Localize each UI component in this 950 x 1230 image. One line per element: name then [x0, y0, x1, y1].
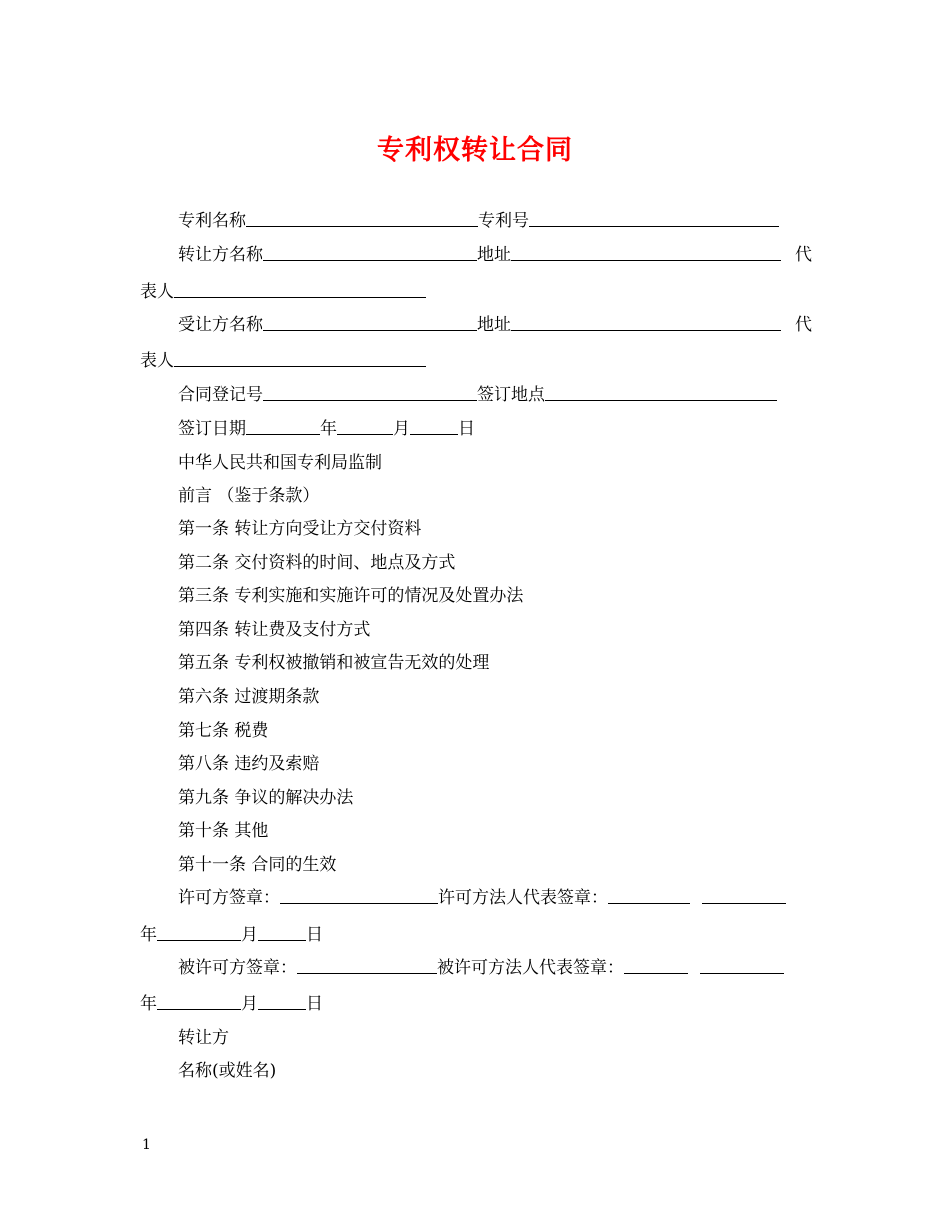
assignor-address-blank[interactable] — [511, 244, 781, 261]
licensor-rep-seal-label: 许可方法人代表签章： — [438, 888, 608, 908]
assignor-address-label: 地址 — [477, 245, 511, 265]
licensor-day-blank[interactable] — [258, 924, 306, 941]
assignor-rep-line — [140, 281, 812, 303]
year-label: 年 — [140, 925, 157, 945]
article-1: 第一条 转让方向受让方交付资料 — [178, 519, 422, 539]
sign-date-label: 签订日期 — [178, 419, 246, 439]
article-10: 第十条 其他 — [178, 821, 269, 841]
preface: 前言 （鉴于条款） — [178, 486, 320, 506]
article-2: 第二条 交付资料的时间、地点及方式 — [178, 553, 456, 573]
patent-name-blank[interactable] — [246, 210, 478, 227]
year-label: 年 — [320, 419, 337, 439]
licensee-seal-blank[interactable] — [297, 957, 437, 974]
assignor-rep-label-2: 表人 — [140, 282, 174, 302]
patent-name-line — [140, 210, 812, 232]
sign-place-blank[interactable] — [545, 384, 777, 401]
licensee-seal-label: 被许可方签章： — [178, 958, 297, 978]
contract-reg-blank[interactable] — [263, 384, 477, 401]
licensee-year-blank[interactable] — [700, 957, 784, 974]
assignor-line — [140, 244, 812, 266]
assignee-line — [140, 314, 812, 336]
assignee-rep-label-1: 代 — [795, 315, 812, 335]
month-label: 月 — [241, 994, 258, 1014]
licensor-rep-seal-blank[interactable] — [608, 887, 690, 904]
patent-no-blank[interactable] — [529, 210, 779, 227]
assignor-rep-blank[interactable] — [174, 281, 426, 298]
licensee-rep-seal-blank[interactable] — [624, 957, 688, 974]
assignee-name-label: 受让方名称 — [178, 315, 263, 335]
licensor-seal-label: 许可方签章： — [178, 888, 280, 908]
patent-name-label: 专利名称 — [178, 211, 246, 231]
name-or-person-label: 名称(或姓名) — [178, 1061, 277, 1081]
assignee-address-label: 地址 — [477, 315, 511, 335]
article-4: 第四条 转让费及支付方式 — [178, 620, 371, 640]
contract-reg-line — [140, 384, 812, 406]
assignee-rep-line — [140, 350, 812, 372]
sign-year-blank[interactable] — [246, 418, 320, 435]
licensor-signature-line — [140, 887, 812, 909]
supervised-line: 中华人民共和国专利局监制 — [178, 453, 382, 473]
contract-reg-label: 合同登记号 — [178, 385, 263, 405]
licensee-month-blank[interactable] — [157, 993, 241, 1010]
month-label: 月 — [393, 419, 410, 439]
assignee-name-blank[interactable] — [263, 314, 477, 331]
patent-no-label: 专利号 — [478, 211, 529, 231]
licensor-year-blank[interactable] — [702, 887, 786, 904]
article-5: 第五条 专利权被撤销和被宣告无效的处理 — [178, 653, 490, 673]
article-7: 第七条 税费 — [178, 721, 269, 741]
assignor-section-heading: 转让方 — [178, 1028, 229, 1048]
day-label: 日 — [306, 925, 323, 945]
licensee-rep-seal-label: 被许可方法人代表签章： — [437, 958, 624, 978]
article-11: 第十一条 合同的生效 — [178, 855, 337, 875]
sign-day-blank[interactable] — [410, 418, 458, 435]
day-label: 日 — [306, 994, 323, 1014]
licensee-signature-line — [140, 957, 812, 979]
licensee-day-blank[interactable] — [258, 993, 306, 1010]
document-title: 专利权转让合同 — [377, 135, 573, 166]
assignee-address-blank[interactable] — [511, 314, 781, 331]
sign-date-line — [140, 418, 812, 440]
assignor-name-blank[interactable] — [263, 244, 477, 261]
assignee-rep-label-2: 表人 — [140, 351, 174, 371]
assignor-name-label: 转让方名称 — [178, 245, 263, 265]
day-label: 日 — [458, 419, 475, 439]
licensor-month-blank[interactable] — [157, 924, 241, 941]
article-9: 第九条 争议的解决办法 — [178, 788, 354, 808]
licensor-seal-blank[interactable] — [280, 887, 438, 904]
assignee-rep-blank[interactable] — [174, 350, 426, 367]
licensee-date-line — [140, 993, 812, 1015]
article-8: 第八条 违约及索赔 — [178, 754, 320, 774]
article-6: 第六条 过渡期条款 — [178, 687, 320, 707]
assignor-rep-label-1: 代 — [795, 245, 812, 265]
licensor-date-line — [140, 924, 812, 946]
article-3: 第三条 专利实施和实施许可的情况及处置办法 — [178, 586, 524, 606]
page-number: 1 — [142, 1137, 151, 1153]
sign-place-label: 签订地点 — [477, 385, 545, 405]
sign-month-blank[interactable] — [337, 418, 393, 435]
year-label: 年 — [140, 994, 157, 1014]
month-label: 月 — [241, 925, 258, 945]
